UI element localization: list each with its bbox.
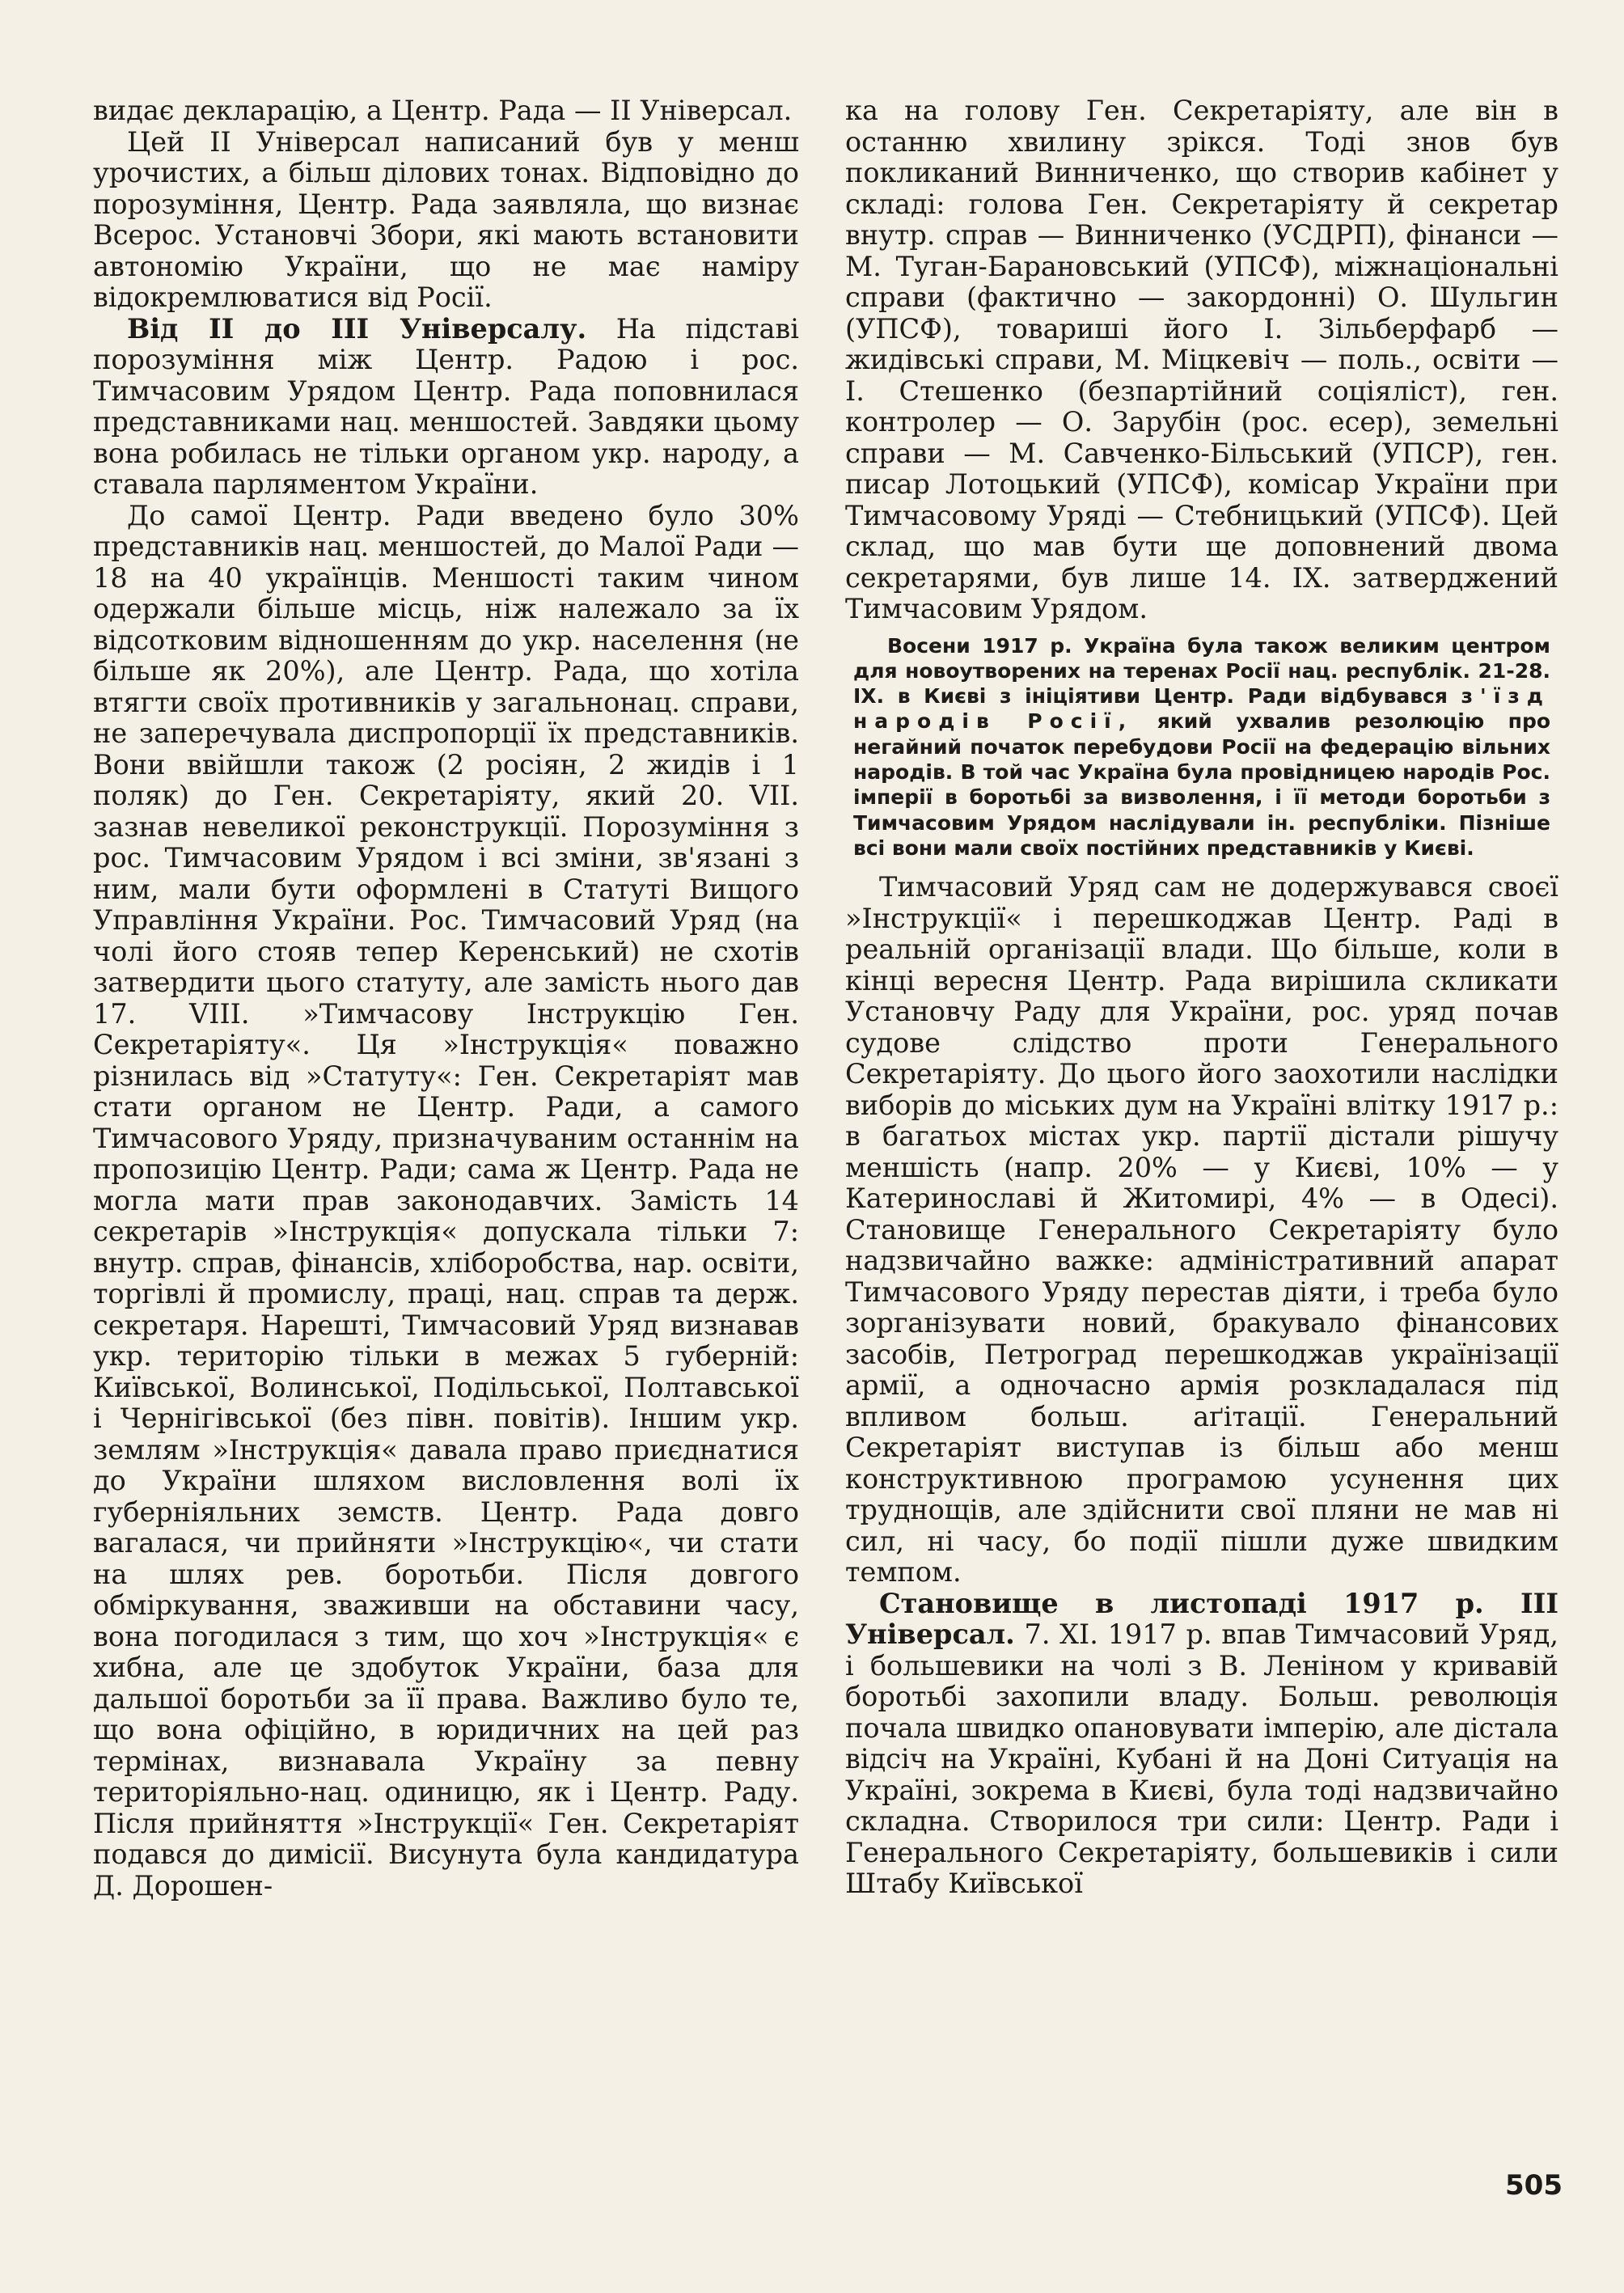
small-print-note: [853, 633, 1550, 861]
paragraph: [845, 1589, 1558, 1900]
paragraph-text: На підставі порозуміння між Центр. Радою і рос. Тимчасовим Урядом Центр. Рада поповнилася представниками нац. меншостей. Завдяки цьому вона робилась не тільки органом укр. народу, а ставала парляментом України.: [93, 312, 799, 500]
note-spaced-text: з'їзд народів Росії,: [853, 684, 1550, 734]
paragraph-text: 7. XI. 1917 р. впав Тимчасовий Уряд, і большевики на чолі з В. Леніном у кривавій боротьбі захопили владу. Больш. революція почала швидко опановувати імперію, але дістала відсіч на Україні, Кубані й на Доні Ситуація на Україні, зокрема в Києві, була тоді надзвичайно складна. Створилося три сили: Центр. Ради і Генерального Секретаріяту, большевиків і сили Штабу Київської: [845, 1618, 1558, 1900]
section-heading: Від ІІ до ІІІ Універсалу.: [127, 312, 587, 345]
note-text: який ухвалив резолюцію про негайний початок перебудови Росії на федерацію вільних народів. В той час Україна була провідницею народів Рос. імперії в боротьбі за визволення, і її методи боротьби з Тимчасовим Урядом наслідували ін. республіки. Пізніше всі вони мали своїх постійних представників у Києві.: [853, 709, 1551, 860]
paragraph: ка на голову Ген. Секретаріяту, але він в останню хвилину зрікся. Тоді знов був покликаний Винниченко, що створив кабінет у складі: голова Ген. Секретаріяту й секретар внутр. справ — Винниченко (УСДРП), фінанси — М. Туган-Барановський (УПСФ), міжнаціональні справи (фактично — закордонні) О. Шульгин (УПСФ), товариші його І. Зільберфарб — жидівські справи, М. Міцкевіч — поль., освіти — І. Стешенко (безпартійний соціяліст), ген. контролер — О. Зарубін (рос. есер), земельні справи — М. Савченко-Більський (УПСР), ген. писар Лотоцький (УПСФ), комісар України при Тимчасовому Уряді — Стебницький (УПСФ). Цей склад, що мав бути ще доповнений двома секретарями, був лише 14. IX. затверджений Тимчасовим Урядом.: [845, 95, 1558, 624]
paragraph: видає декларацію, а Центр. Рада — ІІ Універсал.: [93, 95, 793, 126]
paragraph: До самої Центр. Ради введено було 30% представників нац. меншостей, до Малої Ради — 18 на 40 українців. Меншості таким чином одержали більше місць, ніж належало за їх відсотковим відношенням до укр. населення (не більше як 20%), але Центр. Рада, що хотіла втягти своїх противників у загальнонац. справи, не заперечувала диспропорції їх представників. Вони ввійшли також (2 росіян, 2 жидів і 1 поляк) до Ген. Секретаріяту, який 20. VII. зазнав невеликої реконструкції. Порозуміння з рос. Тимчасовим Урядом і всі зміни, зв'язані з ним, мали бути оформлені в Статуті Вищого Управління України. Рос. Тимчасовий Уряд (на чолі його стояв тепер Керенський) не схотів затвердити цього статуту, але замість нього дав 17. VIII. »Тимчасову Інструкцію Ген. Секретаріяту«. Ця »Інструкція« поважно різнилась від »Статуту«: Ген. Секретаріят мав стати органом не Центр. Ради, а самого Тимчасового Уряду, призначуваним останнім на пропозицію Центр. Ради; сама ж Центр. Рада не могла мати прав законодавчих. Замість 14 секретарів »Інструкція« допускала тільки 7: внутр. справ, фінансів, хліборобства, нар. освіти, торгівлі й промислу, праці, нац. справ та держ. секретаря. Нарешті, Тимчасовий Уряд визнавав укр. територію тільки в межах 5 губерній: Київської, Волинської, Подільської, Полтавської і Чернігівської (без півн. повітів). Іншим укр. землям »Інструкція« давала право приєднатися до України шляхом висловлення волі їх губерніяльних земств. Центр. Рада довго вагалася, чи прийняти »Інструкцію«, чи стати на шлях рев. боротьби. Після довгого обміркування, зваживши на обставини часу, вона погодилася з тим, що хоч »Інструкція« є хибна, але це здобуток України, база для дальшої боротьби за її права. Важливо було те, що вона офіційно, в юридичних на цей раз термінах, визнавала Україну за певну територіяльно-нац. одиницю, як і Центр. Раду. Після прийняття »Інструкції« Ген. Секретаріят подався до димісії. Висунута була кандидатура Д. Дорошен-: [93, 499, 799, 1902]
section-heading: Становище в листопаді 1917 р. ІІІ Універсал.: [845, 1587, 1558, 1651]
paragraph: [93, 314, 799, 501]
right-column: [845, 95, 1558, 1900]
note-text: Восени 1917 р. Україна була також великим центром для новоутворених на теренах Росії нац. республік. 21-28. IX. в Києві з ініціятиви Центр. Ради відбувався: [853, 633, 1550, 709]
left-column: [93, 95, 799, 1902]
page-number: 505: [1505, 2169, 1563, 2202]
paragraph: Цей ІІ Універсал написаний був у менш урочистих, а більш ділових тонах. Відповідно до порозуміння, Центр. Рада заявляла, що визнає Всерос. Установчі Збори, які мають встановити автономію України, що не має наміру відокремлюватися від Росії.: [93, 125, 799, 313]
paragraph: Тимчасовий Уряд сам не додержувався своєї »Інструкції« і перешкоджав Центр. Раді в реальній організації влади. Що більше, коли в кінці вересня Центр. Рада вирішила скликати Установчу Раду для України, рос. уряд почав судове слідство проти Генерального Секретаріяту. До цього його заохотили наслідки виборів до міських дум на Україні влітку 1917 р.: в багатьох містах укр. партії дістали рішучу меншість (напр. 20% — у Києві, 10% — у Катеринославі й Житомирі, 4% — в Одесі). Становище Генерального Секретаріяту було надзвичайно важке: адміністративний апарат Тимчасового Уряду перестав діяти, і треба було зорганізувати новий, бракувало фінансових засобів, Петроград перешкоджав українізації армії, а одночасно армія розкладалася під впливом больш. аґітації. Генеральний Секретаріят виступав із більш або менш конструктивною програмою усунення цих труднощів, але здійснити свої пляни не мав ні сил, ні часу, бо події пішли дуже швидким темпом.: [845, 871, 1558, 1589]
